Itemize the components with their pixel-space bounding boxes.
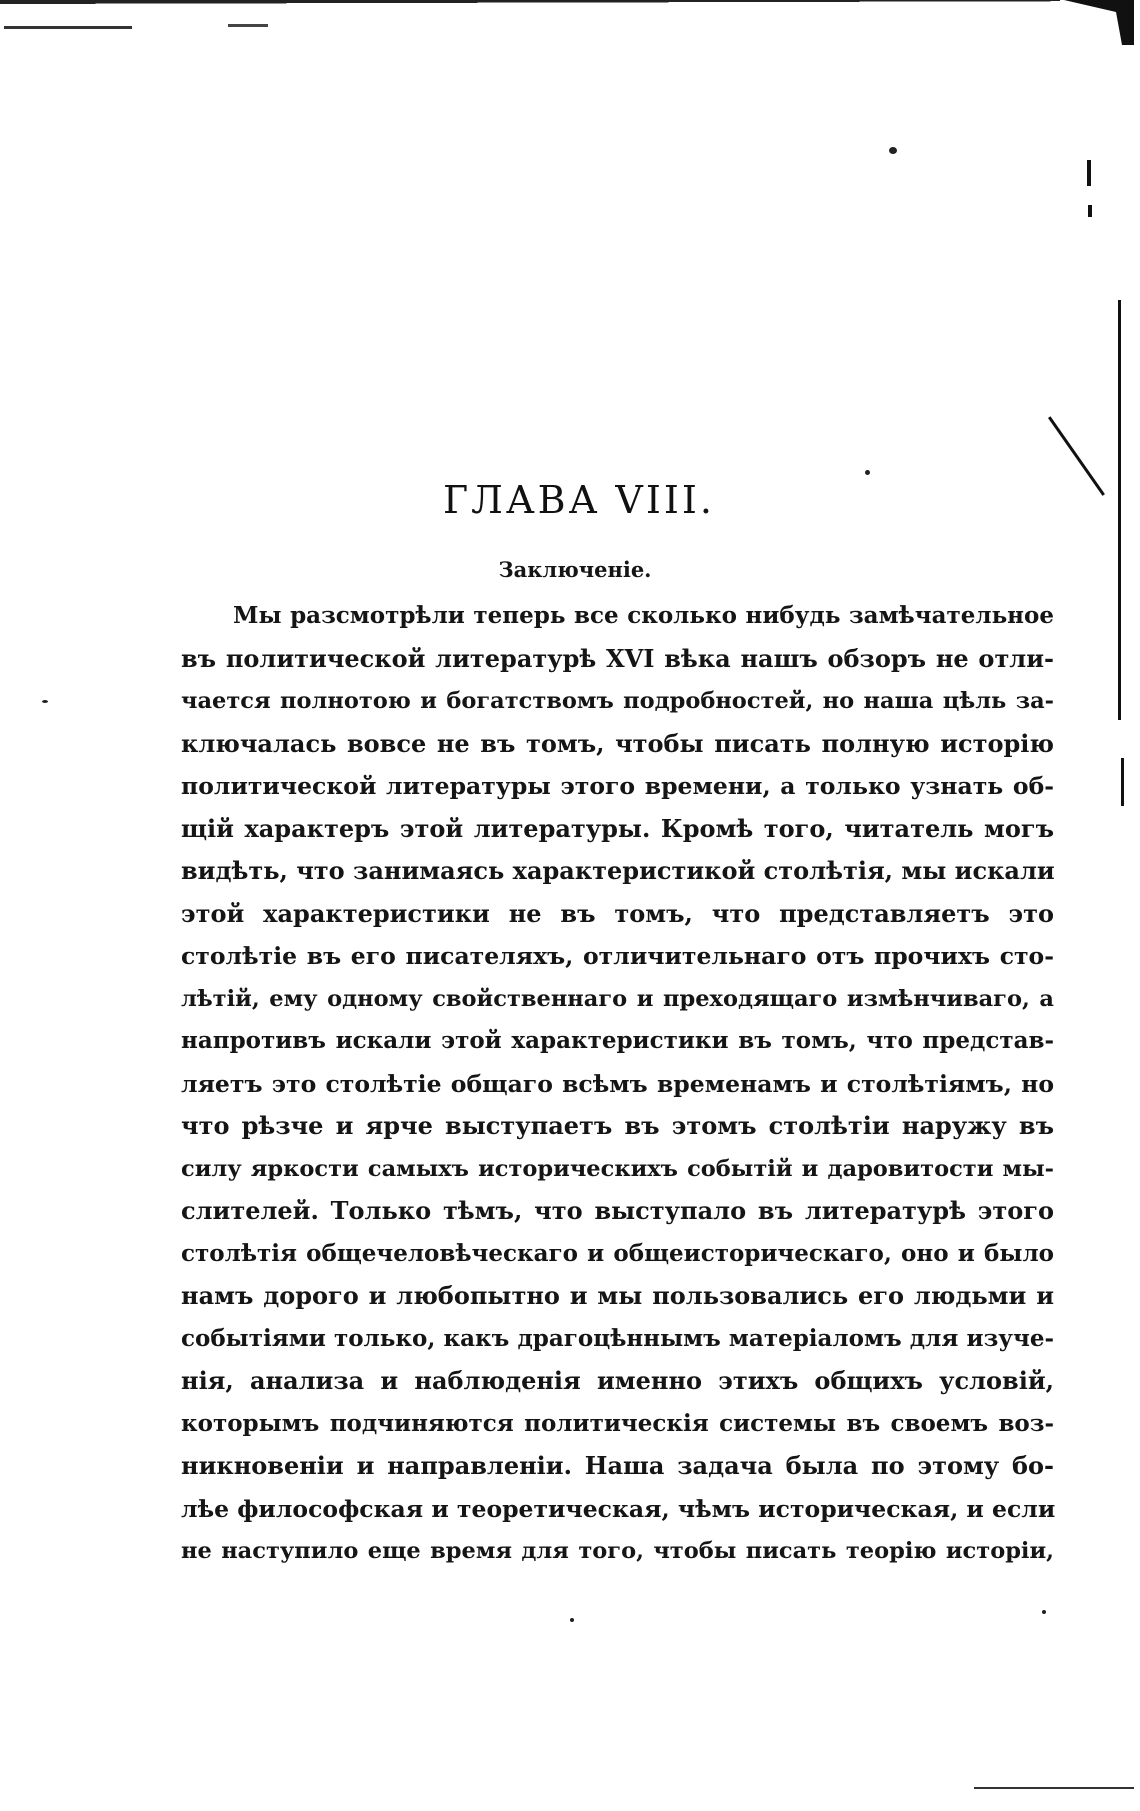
scan-edge-mark <box>1121 758 1124 806</box>
scan-corner-mark <box>1064 0 1134 45</box>
scan-edge-mark <box>1088 205 1092 217</box>
text-line: въ политической литературѣ XVI вѣка нашъ обзоръ не отли- <box>181 643 1054 673</box>
text-line: чается полнотою и богатствомъ подробностей, но наша цѣль за- <box>181 688 1054 714</box>
text-line: Мы разсмотрѣли теперь все сколько нибудь замѣчательное <box>233 602 1054 629</box>
chapter-subtitle: Заключеніе. <box>498 557 652 582</box>
text-line: лѣтій, ему одному свойственнаго и преходящаго измѣнчиваго, а <box>181 985 1054 1012</box>
body-paragraph <box>181 595 1054 1573</box>
text-line: ключалась вовсе не въ томъ, чтобы писать полную исторію <box>181 728 1054 758</box>
text-line: этой характеристики не въ томъ, что представляетъ это <box>181 898 1054 928</box>
text-line: щій характеръ этой литературы. Кромѣ того, читатель могъ <box>181 813 1054 843</box>
scan-top-dash <box>228 24 268 27</box>
text-line: напротивъ искали этой характеристики въ томъ, что представ- <box>181 1027 1054 1054</box>
text-line: которымъ подчиняются политическія системы въ своемъ воз- <box>181 1409 1054 1437</box>
scan-speck <box>865 470 870 475</box>
scan-speck <box>1042 1610 1046 1614</box>
text-line: никновеніи и направленіи. Наша задача была по этому бо- <box>181 1451 1054 1480</box>
text-line: нія, анализа и наблюденія именно этихъ общихъ условій, <box>181 1366 1054 1395</box>
scan-bottom-rule <box>974 1787 1134 1789</box>
text-line: слителей. Только тѣмъ, что выступало въ литературѣ этого <box>181 1196 1054 1225</box>
scan-speck <box>570 1618 574 1622</box>
text-line: ляетъ это столѣтіе общаго всѣмъ временамъ и столѣтіямъ, но <box>181 1069 1054 1098</box>
text-line: столѣтіе въ его писателяхъ, отличительнаго отъ прочихъ сто- <box>181 942 1054 970</box>
text-line: политической литературы этого времени, а только узнать об- <box>181 772 1054 800</box>
text-line: лѣе философская и теоретическая, чѣмъ историческая, и если <box>181 1494 1056 1523</box>
text-line: не наступило еще время для того, чтобы писать теорію исторіи, <box>181 1538 1054 1564</box>
text-line: событіями только, какъ драгоцѣннымъ матеріаломъ для изуче- <box>181 1324 1054 1352</box>
scan-edge-mark <box>1087 160 1091 186</box>
scan-speck <box>42 700 48 703</box>
text-line: столѣтія общечеловѣческаго и общеисторическаго, оно и было <box>181 1239 1054 1267</box>
text-line: что рѣзче и ярче выступаетъ въ этомъ столѣтіи наружу въ <box>181 1111 1054 1140</box>
text-line: намъ дорого и любопытно и мы пользовались его людьми и <box>181 1281 1054 1310</box>
text-line: видѣть, что занимаясь характеристикой столѣтія, мы искали <box>181 856 1055 885</box>
scan-speck <box>889 147 897 154</box>
chapter-title: ГЛАВА VIII. <box>443 478 715 522</box>
text-line: силу яркости самыхъ историческихъ событій и даровитости мы- <box>181 1155 1054 1182</box>
scan-top-dash <box>4 26 132 29</box>
scan-top-border <box>0 0 1060 7</box>
